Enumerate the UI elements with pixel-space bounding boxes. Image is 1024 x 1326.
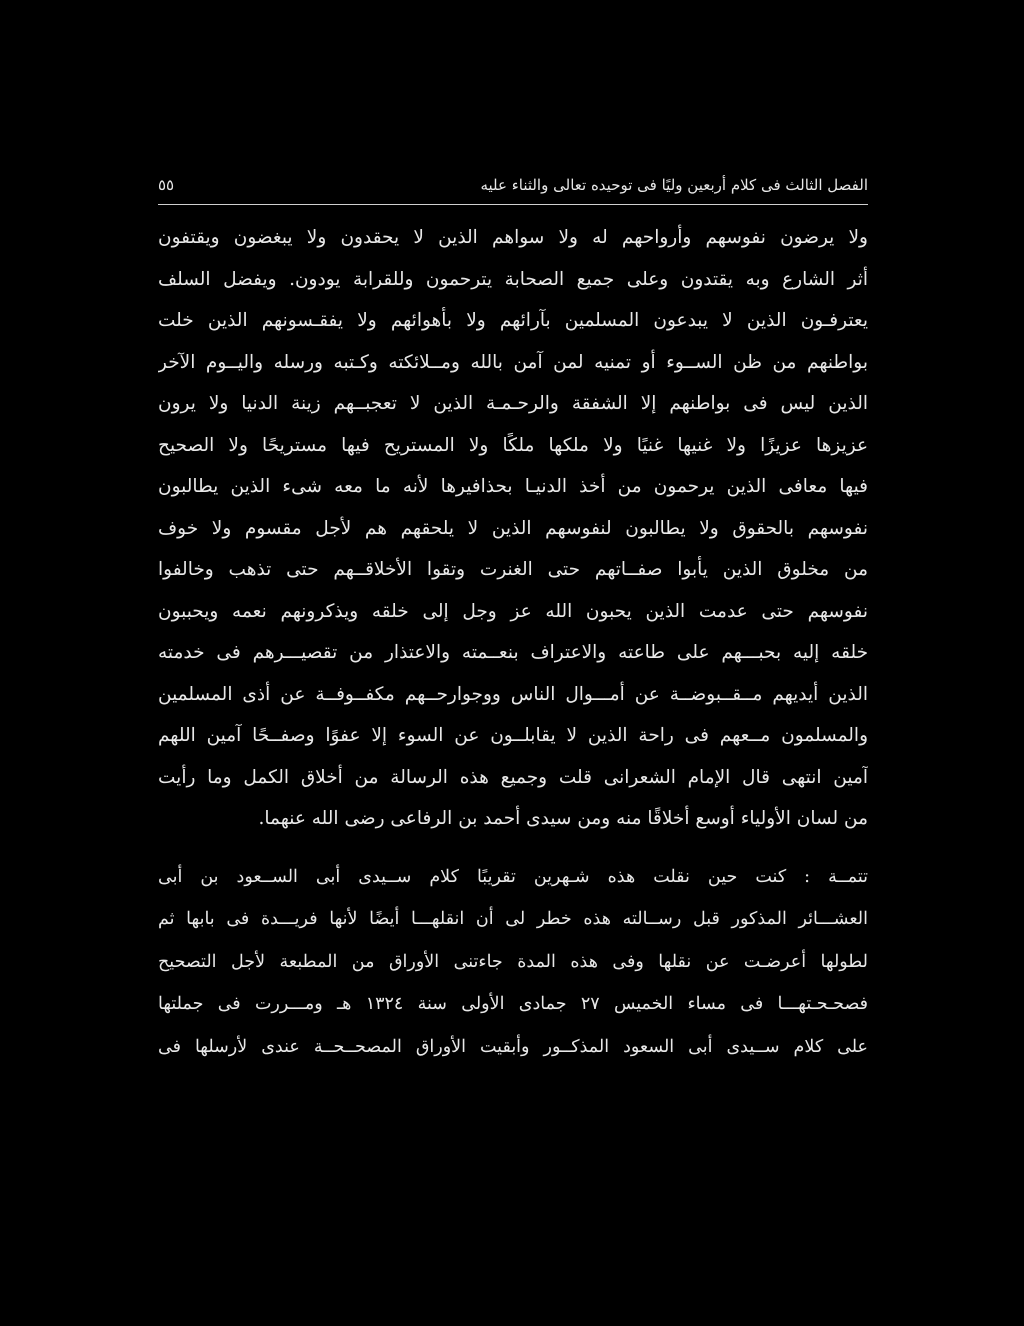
book-page xyxy=(158,170,868,1170)
footnote-line: تتمــة : كنت حين نقلت هذه شـهرين تقريبًا كلام ســيدى أبى الســعود بن أبى xyxy=(158,866,868,887)
text-line: بواطنهم من ظن الســوء أو تمنيه لمن آمن بالله ومــلائكته وكـتبه ورسله واليــوم الآخر xyxy=(158,351,868,373)
text-line: نفوسهم حتى عدمت الذين يحبون الله عز وجل إلى خلقه ويذكرونهم نعمه ويحببون xyxy=(158,600,868,622)
text-line: نفوسهم بالحقوق ولا يطالبون لنفوسهم الذين لا يلحقهم هم لأجل مقسوم ولا خوف xyxy=(158,517,868,539)
body-text xyxy=(158,217,868,840)
text-line: عزيزها عزيزًا ولا غنيها غنيًا ولا ملكها ملكًا ولا المستريح فيها مستريحًا ولا الصحيح xyxy=(158,434,868,456)
footnote-line: لطولها أعرضـت عن نقلها وفى هذه المدة جاءتنى الأوراق من المطبعة لأجل التصحيح xyxy=(158,951,868,972)
text-line: أثر الشارع وبه يقتدون وعلى جميع الصحابة يترحمون وللقرابة يودون. ويفضل السلف xyxy=(158,268,868,290)
text-line: يعترفـون الذين لا يبدعون المسلمين بآرائهم ولا بأهوائهم ولا يفقـسونهم الذين خلت xyxy=(158,310,868,331)
text-line: آمين انتهى قال الإمام الشعرانى قلت وجميع هذه الرسالة من أخلاق الكمل وما رأيت xyxy=(158,766,868,788)
text-line: ولا يرضون نفوسهم وأرواحهم له ولا سواهم الذين لا يحقدون ولا يبغضون ويقتفون xyxy=(158,227,868,248)
text-line: الذين ليس فى بواطنهم إلا الشفقة والرحـمـة الذين لا تعجبــهم زينة الدنيا ولا يرون xyxy=(158,393,868,414)
footnote-line: فصحـحـتهـــا فى مساء الخميس ٢٧ جمادى الأولى سنة ١٣٢٤ هـ ومـــررت فى جملتها xyxy=(158,994,868,1014)
page-header xyxy=(158,170,868,205)
footnote-line: العشـــائر المذكور قبل رســالته هذه خطر لى أن انقلهـــا أيضًا لأنها فريـــدة فى بابها ثم xyxy=(158,909,868,929)
running-head: الفصل الثالث فى كلام أربعين وليًا فى توحيده تعالى والثناء عليه xyxy=(480,176,868,194)
footnote-line: على كلام ســيدى أبى السعود المذكــور وأبقيت الأوراق المصحــحــة عندى لأرسلها فى xyxy=(158,1036,868,1057)
text-line: خلقه إليه بحبـــهم على طاعته والاعتراف بنعــمته والاعتذار من تقصيـــرهم فى خدمته xyxy=(158,642,868,663)
footnote xyxy=(158,856,868,1069)
text-line: فيها معافى الذين يرحمون من أخذ الدنيـا بحذافيرها لأنه ما معه شىء الذين يطالبون xyxy=(158,476,868,497)
text-line: والمسلمون مــعهم فى راحة الذين لا يقابلــون عن السوء إلا عفوًا وصفــحًا آمين اللهم xyxy=(158,725,868,746)
text-line: من مخلوق الذين يأبوا صفــاتهم حتى الغنرت وتقوا الأخلاقــهم حتى تذهب وخالفوا xyxy=(158,559,868,580)
text-line: الذين أيديهم مــقــبوضــة عن أمـــوال الناس ووجوارحــهم مكفــوفــة عن أذى المسلمين xyxy=(158,683,868,705)
text-line: من لسان الأولياء أوسع أخلاقًا منه ومن سيدى أحمد بن الرفاعى رضى الله عنهما. xyxy=(258,808,868,829)
page-number: ٥٥ xyxy=(158,176,175,194)
